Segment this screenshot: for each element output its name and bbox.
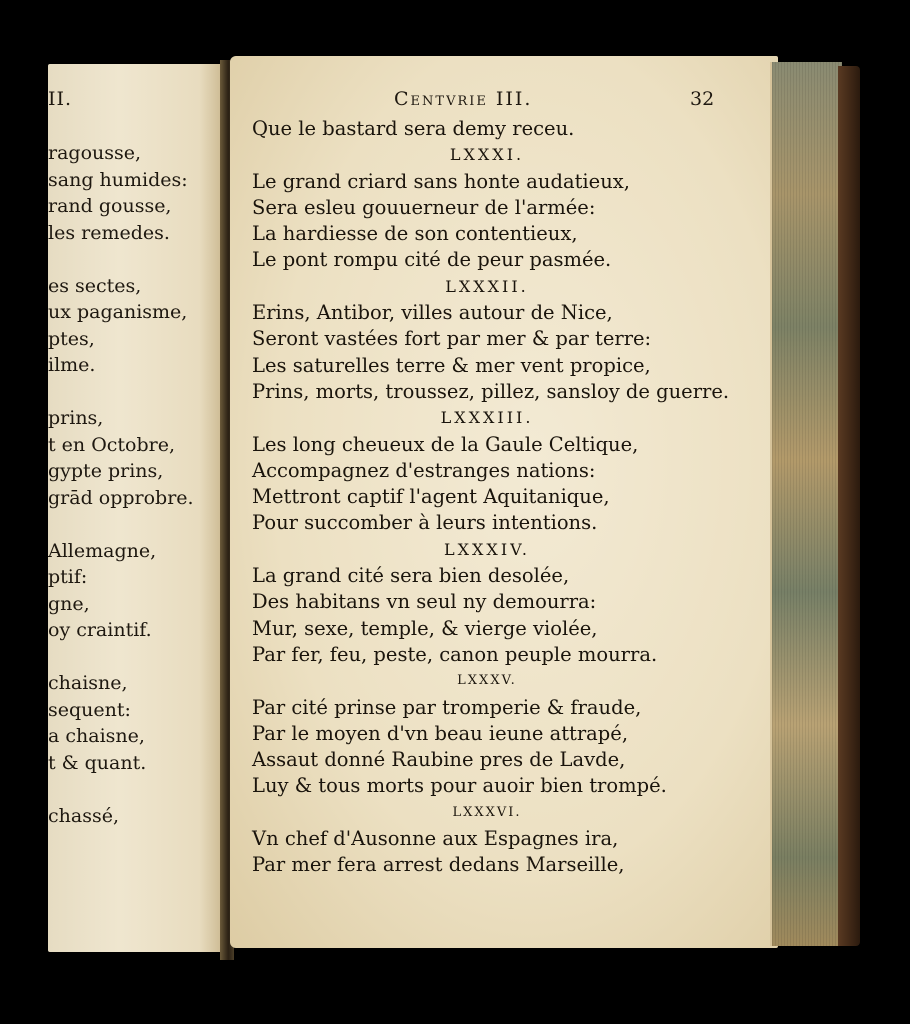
running-title: Centvrie III. bbox=[394, 88, 533, 110]
verse-line: Par le moyen d'vn beau ieune attrapé, bbox=[252, 721, 629, 745]
left-page-line: gypte prins, bbox=[48, 460, 164, 482]
left-page-line bbox=[48, 644, 224, 671]
left-page-line bbox=[48, 829, 224, 856]
verse-line: Seront vastées fort par mer & par terre: bbox=[252, 327, 652, 351]
left-page-line: es sectes, bbox=[48, 274, 142, 297]
right-page-text bbox=[252, 116, 730, 879]
left-page-line: t en Octobre, bbox=[48, 433, 176, 456]
left-page-line bbox=[48, 776, 224, 803]
left-page-line: ptif: bbox=[48, 566, 88, 588]
left-page-line: sequent: bbox=[48, 698, 131, 721]
quatrain-number: LXXXII. bbox=[445, 276, 529, 296]
left-page-line: grād opprobre. bbox=[48, 486, 194, 509]
verse-line: Le pont rompu cité de peur pasmée. bbox=[252, 248, 612, 272]
left-page-text-clip bbox=[48, 0, 224, 1024]
left-page-header: II. bbox=[48, 88, 73, 110]
verse-line: Vn chef d'Ausonne aux Espagnes ira, bbox=[252, 827, 619, 851]
verse-line: Les long cheueux de la Gaule Celtique, bbox=[252, 432, 639, 456]
left-page-text bbox=[48, 140, 224, 856]
verse-line: Erins, Antibor, villes autour de Nice, bbox=[252, 301, 613, 325]
page-fore-edge bbox=[770, 62, 842, 946]
left-page-line: t & quant. bbox=[48, 751, 147, 774]
left-page-line: oy craintif. bbox=[48, 619, 152, 641]
quatrain-number: LXXXI. bbox=[449, 145, 525, 165]
verse-line: Le grand criard sans honte audatieux, bbox=[252, 169, 630, 193]
left-page-line bbox=[48, 379, 224, 406]
left-page-line: Allemagne, bbox=[48, 539, 157, 562]
verse-line: Mettront captif l'agent Aquitanique, bbox=[252, 485, 610, 509]
left-page-line: ragousse, bbox=[48, 142, 142, 164]
left-page-line: a chaisne, bbox=[48, 725, 145, 747]
verse-line: Les saturelles terre & mer vent propice, bbox=[252, 353, 651, 377]
left-page-line: les remedes. bbox=[48, 221, 170, 244]
verse-line: Par cité prinse par tromperie & fraude, bbox=[252, 695, 642, 719]
left-page-line: ilme. bbox=[48, 354, 96, 376]
left-page-line: gne, bbox=[48, 592, 90, 615]
quatrain-number: LXXXIV. bbox=[444, 539, 530, 559]
quatrain-number: LXXXVI. bbox=[452, 804, 522, 820]
left-page-line bbox=[48, 511, 224, 538]
left-page-line: sang humides: bbox=[48, 168, 188, 191]
left-page-line: prins, bbox=[48, 407, 104, 429]
verse-line: Mur, sexe, temple, & vierge violée, bbox=[252, 616, 598, 640]
verse-line: Par fer, feu, peste, canon peuple mourra. bbox=[252, 642, 658, 666]
verse-line: Accompagnez d'estranges nations: bbox=[252, 458, 596, 482]
left-page-line bbox=[48, 246, 224, 273]
verse-line: Prins, morts, troussez, pillez, sansloy de guerre. bbox=[252, 379, 730, 403]
verse-line: Sera esleu gouuerneur de l'armée: bbox=[252, 195, 596, 219]
verse-line: Par mer fera arrest dedans Marseille, bbox=[252, 853, 625, 877]
verse-line: La hardiesse de son contentieux, bbox=[252, 222, 578, 246]
verse-line: Assaut donné Raubine pres de Lavde, bbox=[252, 748, 626, 772]
left-page-line: rand gousse, bbox=[48, 195, 172, 217]
verse-line: Que le bastard sera demy receu. bbox=[252, 117, 575, 140]
page-header bbox=[228, 88, 728, 116]
quatrain-number: LXXXV. bbox=[457, 673, 517, 689]
quatrain-number: LXXXIII. bbox=[440, 408, 534, 428]
verse-line: Pour succomber à leurs intentions. bbox=[252, 511, 598, 535]
left-page-line: ptes, bbox=[48, 327, 95, 350]
verse-line: La grand cité sera bien desolée, bbox=[252, 564, 570, 588]
left-page-line: chassé, bbox=[48, 804, 119, 827]
left-page-line: chaisne, bbox=[48, 672, 128, 694]
book-cover-edge bbox=[838, 66, 860, 946]
verse-line: Luy & tous morts pour auoir bien trompé. bbox=[252, 774, 667, 798]
left-page-line: ux paganisme, bbox=[48, 301, 188, 323]
verse-line: Des habitans vn seul ny demourra: bbox=[252, 590, 597, 614]
page-number: 32 bbox=[690, 88, 715, 110]
